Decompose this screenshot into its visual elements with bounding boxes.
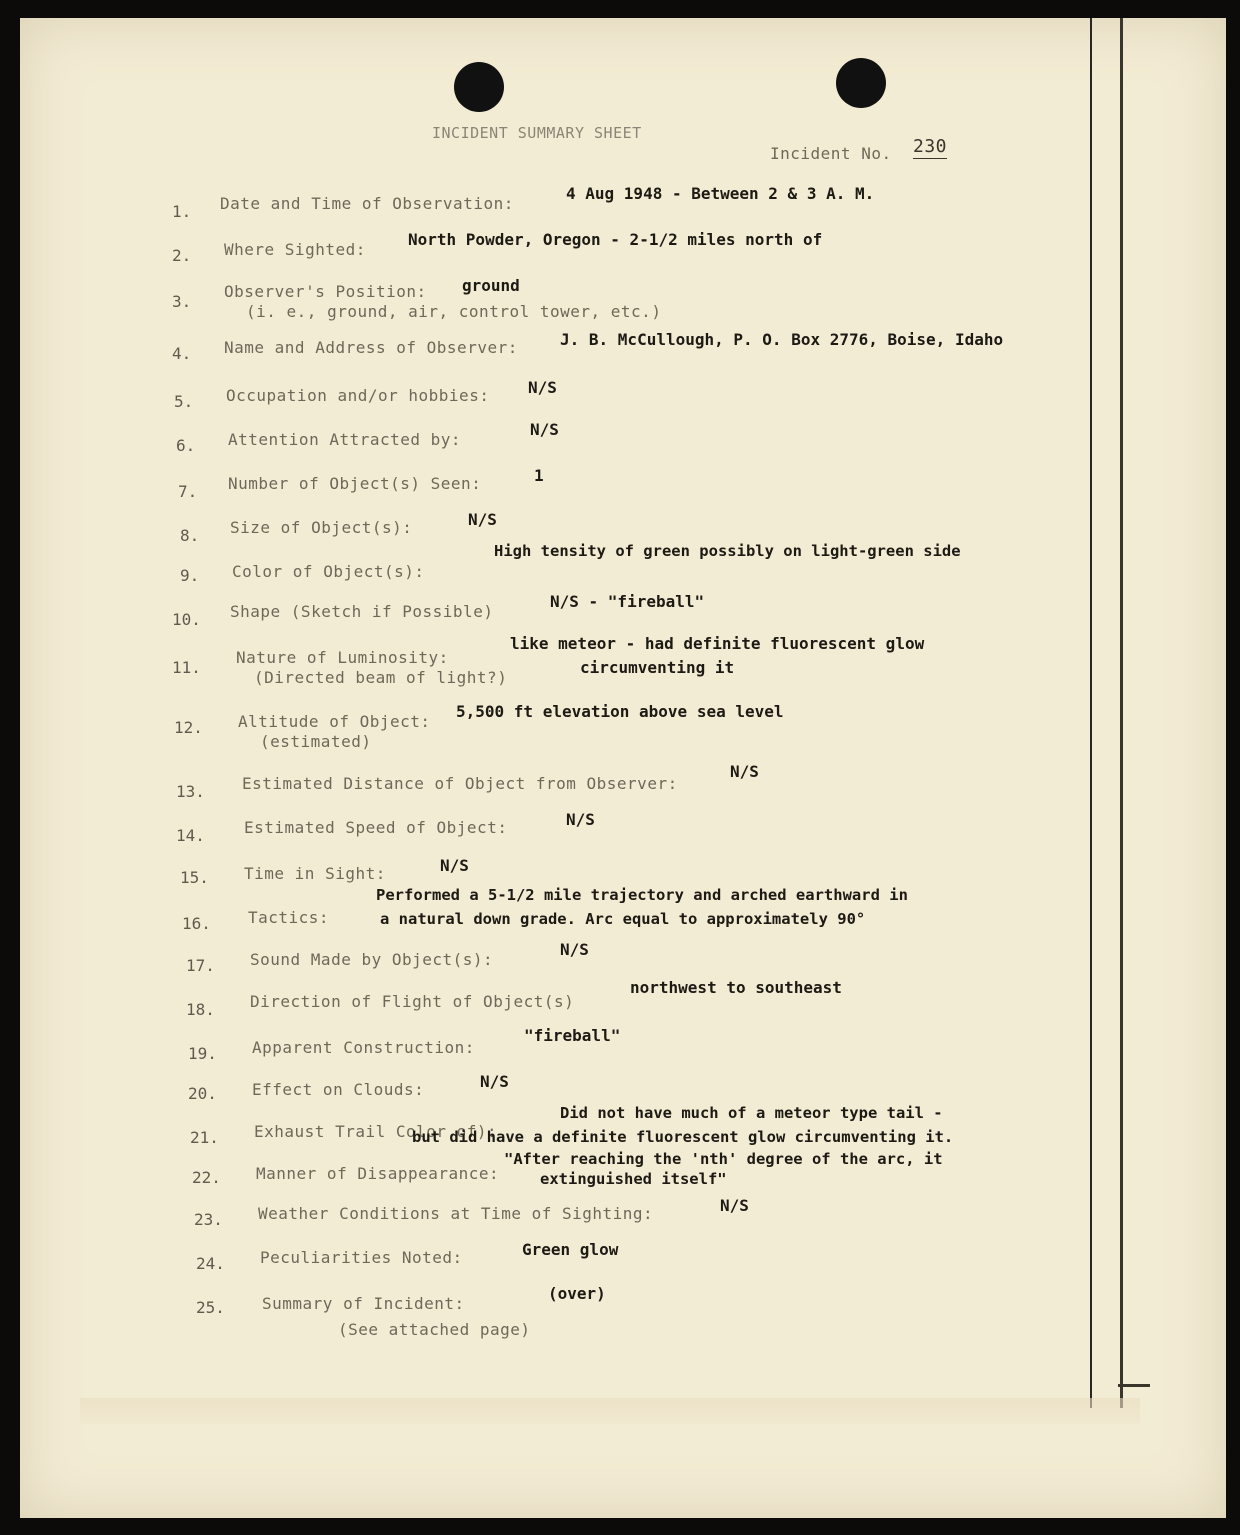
binder-edge-line [1120,18,1123,1408]
item-value: N/S [528,378,557,397]
item-number: 15. [180,868,209,887]
margin-line [1090,18,1092,1408]
item-label: Direction of Flight of Object(s) [250,992,575,1011]
item-label: Time in Sight: [244,864,386,883]
item-value-continued: circumventing it [580,658,735,677]
item-value: High tensity of green possibly on light-green side [494,542,961,560]
item-label: Color of Object(s): [232,562,425,581]
item-label: Name and Address of Observer: [224,338,518,357]
item-number: 6. [176,436,196,455]
item-value: J. B. McCullough, P. O. Box 2776, Boise, Idaho [560,330,1004,349]
item-value: N/S [730,762,759,781]
item-label: Estimated Distance of Object from Observer: [242,774,678,793]
item-value: 4 Aug 1948 - Between 2 & 3 A. M. [566,184,875,203]
item-value: N/S [566,810,595,829]
item-value: like meteor - had definite fluorescent glow [510,634,925,653]
punch-hole-left [454,62,504,112]
item-label: Where Sighted: [224,240,366,259]
item-value-continued: extinguished itself" [540,1170,727,1188]
sheet-title: INCIDENT SUMMARY SHEET [432,124,642,142]
item-value: N/S [468,510,497,529]
item-value: North Powder, Oregon - 2-1/2 miles north of [408,230,823,249]
item-label: Manner of Disappearance: [256,1164,500,1183]
item-value: N/S - "fireball" [550,592,705,611]
item-number: 4. [172,344,192,363]
item-number: 12. [174,718,203,737]
item-number: 17. [186,956,215,975]
item-value: N/S [560,940,589,959]
item-value: 1 [534,466,544,485]
paper-fold-shadow [80,1398,1140,1424]
item-number: 13. [176,782,205,801]
item-number: 5. [174,392,194,411]
item-label: Sound Made by Object(s): [250,950,494,969]
item-label: Size of Object(s): [230,518,413,537]
item-number: 23. [194,1210,223,1229]
item-value: ground [462,276,520,295]
item-sublabel: (Directed beam of light?) [254,668,508,687]
item-value: N/S [720,1196,749,1215]
item-label: Tactics: [248,908,330,927]
item-value: "After reaching the 'nth' degree of the arc, it [504,1150,943,1168]
item-number: 14. [176,826,205,845]
item-value-continued: a natural down grade. Arc equal to approximately 90° [380,910,866,928]
item-label: Exhaust Trail Color of): [254,1122,498,1141]
item-value-continued: but did have a definite fluorescent glow circumventing it. [412,1128,954,1146]
item-label: Nature of Luminosity: [236,648,449,667]
incident-number-value: 230 [913,136,948,157]
item-label: Peculiarities Noted: [260,1248,463,1267]
item-label: Altitude of Object: [238,712,431,731]
item-number: 10. [172,610,201,629]
item-number: 20. [188,1084,217,1103]
document-page [20,18,1226,1518]
item-number: 3. [172,292,192,311]
item-sublabel: (See attached page) [338,1320,531,1339]
item-label: Occupation and/or hobbies: [226,386,490,405]
item-number: 25. [196,1298,225,1317]
item-sublabel: (i. e., ground, air, control tower, etc.) [246,302,662,321]
item-number: 24. [196,1254,225,1273]
item-label: Observer's Position: [224,282,427,301]
item-value: Did not have much of a meteor type tail - [560,1104,943,1122]
item-label: Effect on Clouds: [252,1080,425,1099]
item-number: 7. [178,482,198,501]
item-value: "fireball" [524,1026,621,1045]
item-label: Weather Conditions at Time of Sighting: [258,1204,654,1223]
item-value: (over) [548,1284,606,1303]
item-value: Green glow [522,1240,619,1259]
item-value: N/S [530,420,559,439]
item-number: 11. [172,658,201,677]
punch-hole-right [836,58,886,108]
item-number: 22. [192,1168,221,1187]
item-value: Performed a 5-1/2 mile trajectory and arched earthward in [376,886,908,904]
item-number: 16. [182,914,211,933]
incident-number-label: Incident No. [770,144,892,163]
item-label: Estimated Speed of Object: [244,818,508,837]
item-number: 19. [188,1044,217,1063]
item-label: Date and Time of Observation: [220,194,514,213]
item-value: N/S [480,1072,509,1091]
item-sublabel: (estimated) [260,732,372,751]
item-number: 8. [180,526,200,545]
item-number: 21. [190,1128,219,1147]
margin-tick [1118,1384,1150,1387]
item-label: Attention Attracted by: [228,430,462,449]
item-label: Shape (Sketch if Possible) [230,602,494,621]
item-number: 1. [172,202,192,221]
item-label: Number of Object(s) Seen: [228,474,482,493]
item-value: N/S [440,856,469,875]
item-label: Apparent Construction: [252,1038,475,1057]
item-value: northwest to southeast [630,978,842,997]
item-number: 2. [172,246,192,265]
item-number: 9. [180,566,200,585]
item-label: Summary of Incident: [262,1294,465,1313]
item-number: 18. [186,1000,215,1019]
item-value: 5,500 ft elevation above sea level [456,702,784,721]
